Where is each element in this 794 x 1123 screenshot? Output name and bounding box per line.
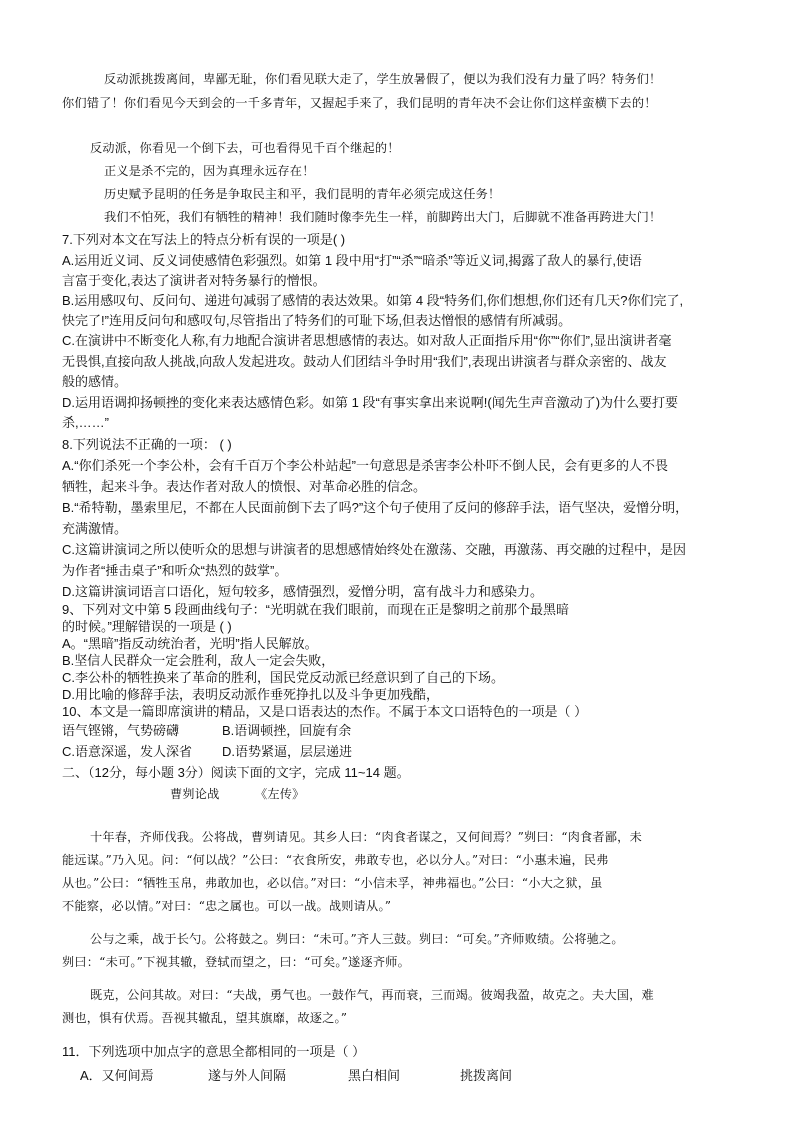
classical-p1-line1: 十年春，齐师伐我。公将战，曹刿请见。其乡人曰：“肉食者谋之，又何间焉？”刿曰：“肉食者鄙，未 <box>90 830 642 844</box>
q7-option-a-line2: 言富于变化,表达了演讲者对特务暴行的憎恨。 <box>62 273 326 288</box>
passage-source: 《左传》 <box>255 787 305 801</box>
q7-option-a-line1: A.运用近义词、反义词使感情色彩强烈。如第 1 段中用“打”“杀”“暗杀”等近义词,揭露了敌人的暴行,使语 <box>62 253 642 268</box>
classical-p1-line4: 不能察，必以情。”对曰：“忠之属也。可以一战。战则请从。” <box>62 899 392 913</box>
speech-p2: 反动派，你看见一个倒下去，可也看得见千百个继起的！ <box>90 141 400 155</box>
q7-option-d-line1: D.运用语调抑扬顿挫的变化来表达感情色彩。如第 1 段“有事实拿出来说啊!(闻先生声音激动了)为什么要打要 <box>62 395 679 410</box>
section2-heading: 二、（12分，每小题 3分）阅读下面的文字，完成 11~14 题。 <box>62 765 410 780</box>
q9-stem-line2: 的时候。”理解错误的一项是 ( ) <box>62 619 232 634</box>
q11-option-a-item3: 黑白相间 <box>348 1068 401 1083</box>
speech-p4: 历史赋予昆明的任务是争取民主和平，我们昆明的青年必须完成这任务！ <box>104 187 501 201</box>
q8-option-c-line1: C.这篇讲演词之所以使听众的思想与讲演者的思想感情始终处在激荡、交融，再激荡、再交融的过程中，是因 <box>62 542 687 557</box>
speech-p3: 正义是杀不完的，因为真理永远存在！ <box>104 164 315 178</box>
classical-p3-line1: 既克，公问其故。对曰：“夫战，勇气也。一鼓作气，再而衰，三而竭。彼竭我盈，故克之。夫大国，难 <box>90 988 654 1002</box>
q8-option-b-line1: B.“希特勒，墨索里尼，不都在人民面前倒下去了吗?”这个句子使用了反问的修辞手法，语气坚决，爱憎分明， <box>62 500 689 515</box>
q10-option-d: D.语势紧逼，层层递进 <box>222 744 353 759</box>
q11-stem: 11．下列选项中加点字的意思全都相同的一项是（ ） <box>62 1044 366 1059</box>
classical-p2-line2: 刿曰：“未可。”下视其辙，登轼而望之，曰：“可矣。”遂逐齐师。 <box>62 955 410 969</box>
speech-p1-line2: 你们错了！你们看见今天到会的一千多青年，又握起手来了，我们昆明的青年决不会让你们这样蛮横下去的！ <box>62 96 657 110</box>
q8-option-a-line1: A.“你们杀死一个李公朴，会有千百万个李公朴站起”一句意思是杀害李公朴吓不倒人民，会有更多的人不畏 <box>62 458 668 473</box>
classical-p2-line1: 公与之乘，战于长勺。公将鼓之。刿曰：“未可。”齐人三鼓。刿曰：“可矣。”齐师败绩。公将驰之。 <box>90 932 624 946</box>
q10-option-a: 语气铿锵，气势磅礴 <box>62 723 180 738</box>
speech-p1-line1: 反动派挑拨离间，卑鄙无耻，你们看见联大走了，学生放暑假了，便以为我们没有力量了吗？特务们！ <box>104 72 662 86</box>
q9-stem-line1: 9、下列对文中第 5 段画曲线句子：“光明就在我们眼前，而现在正是黎明之前那个最黑暗 <box>62 602 570 617</box>
q8-stem: 8.下列说法不正确的一项： ( ) <box>62 437 232 452</box>
q8-option-b-line2: 充满激情。 <box>62 521 128 536</box>
q11-option-a: A．又何间焉 <box>80 1068 154 1083</box>
q7-option-b-line2: 快完了!”连用反问句和感叹句,尽管指出了特务们的可耻下场,但表达憎恨的感情有所减弱。 <box>62 313 572 328</box>
classical-p1-line2: 能远谋。”乃入见。问：“何以战？”公曰：“衣食所安，弗敢专也，必以分人。”对曰：“小惠未遍，民弗 <box>62 853 609 867</box>
q11-option-a-item4: 挑拨离间 <box>460 1068 513 1083</box>
speech-p5: 我们不怕死，我们有牺牲的精神！我们随时像李先生一样，前脚跨出大门，后脚就不准备再跨进大门！ <box>104 210 662 224</box>
q10-stem: 10、本文是一篇即席演讲的精品，又是口语表达的杰作。不属于本文口语特色的一项是（ ） <box>62 704 588 719</box>
q9-option-b: B.坚信人民群众一定会胜利，敌人一定会失败， <box>62 653 335 668</box>
q7-option-b-line1: B.运用感叹句、反问句、递进句减弱了感情的表达效果。如第 4 段“特务们,你们想想,你们还有几天?你们完了, <box>62 293 684 308</box>
q7-stem: 7.下列对本文在写法上的特点分析有误的一项是( ) <box>62 232 346 247</box>
q8-option-a-line2: 牺牲，起来斗争。表达作者对敌人的愤恨、对革命必胜的信念。 <box>62 479 427 494</box>
q9-option-c: C.李公朴的牺牲换来了革命的胜利，国民党反动派已经意识到了自己的下场。 <box>62 670 505 685</box>
q10-option-b: B.语调顿挫，回旋有余 <box>222 723 352 738</box>
classical-p3-line2: 测也，惧有伏焉。吾视其辙乱，望其旗靡，故逐之。” <box>62 1011 348 1025</box>
q7-option-c-line1: C.在演讲中不断变化人称,有力地配合演讲者思想感情的表达。如对敌人正面指斥用“你”“你们”,显出演讲者毫 <box>62 333 672 348</box>
q10-option-c: C.语意深遥，发人深省 <box>62 744 193 759</box>
q9-option-a: A。“黑暗”指反动统治者，光明”指人民解放。 <box>62 636 318 651</box>
passage-title: 曹刿论战 <box>170 787 220 801</box>
q7-option-d-line2: 杀,……” <box>62 415 109 430</box>
q9-option-d: D.用比喻的修辞手法，表明反动派作垂死挣扎以及斗争更加残酷， <box>62 687 440 702</box>
q7-option-c-line2: 无畏惧,直接向敌人挑战,向敌人发起进攻。鼓动人们团结斗争时用“我们”,表现出讲演者与群众亲密的、战友 <box>62 354 667 369</box>
q11-option-a-item2: 遂与外人间隔 <box>208 1068 287 1083</box>
q7-option-c-line3: 般的感情。 <box>62 374 128 389</box>
q8-option-d: D.这篇讲演词语言口语化，短句较多，感情强烈，爱憎分明，富有战斗力和感染力。 <box>62 584 544 599</box>
classical-p1-line3: 从也。”公曰：“牺牲玉帛，弗敢加也，必以信。”对曰：“小信未孚，神弗福也。”公曰：“小大之狱，虽 <box>62 876 603 890</box>
q8-option-c-line2: 为作者“捶击桌子”和听众“热烈的鼓掌”。 <box>62 563 288 578</box>
